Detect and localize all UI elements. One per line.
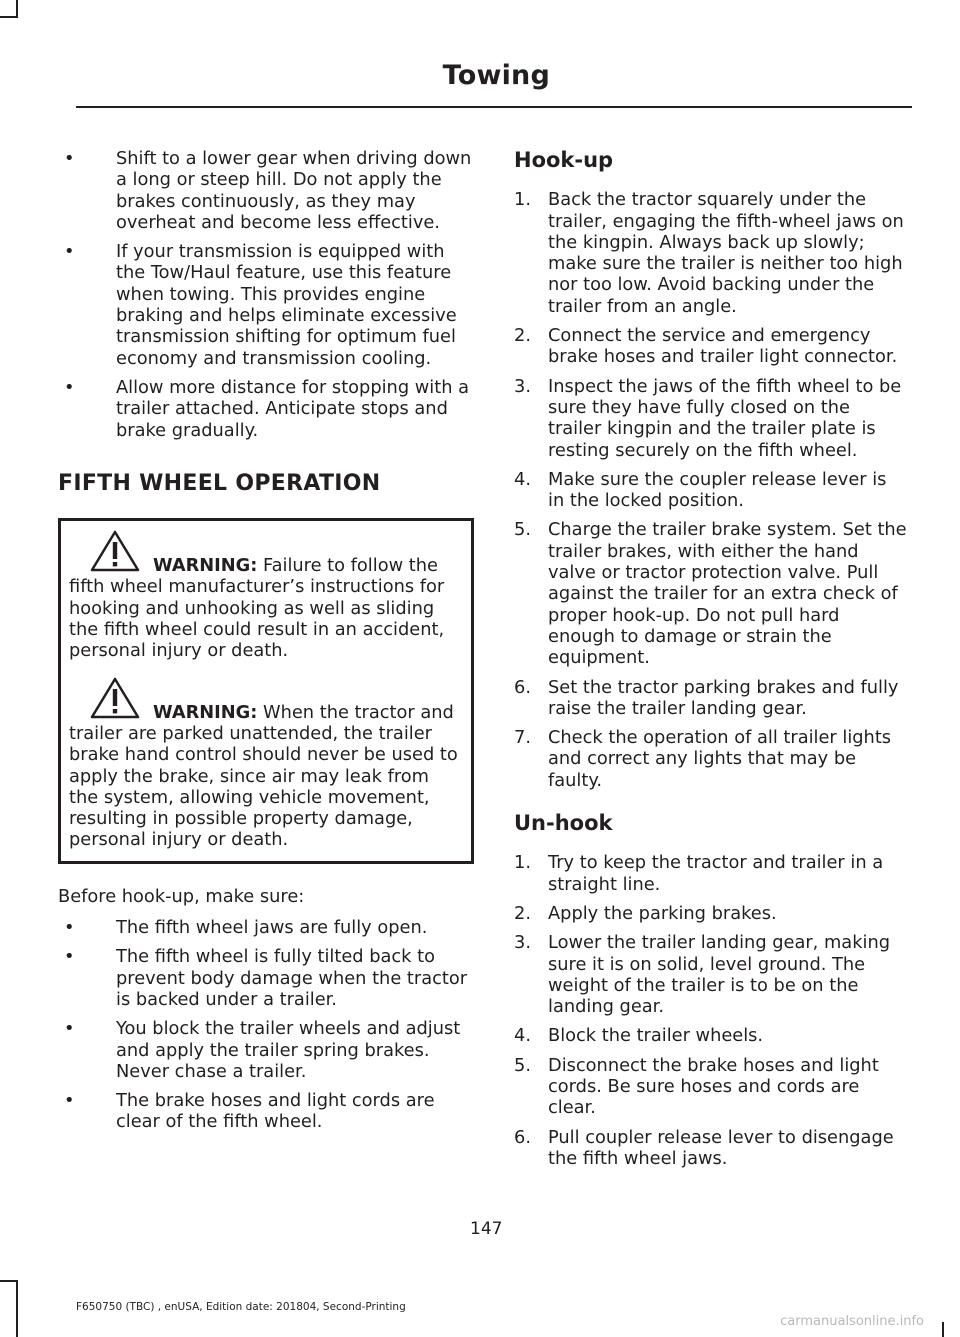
section-heading: FIFTH WHEEL OPERATION (58, 470, 381, 496)
page-number: 147 (470, 1219, 503, 1239)
list-item: • If your transmission is equipped with the Tow/Haul feature, use this feature when towing. This provides engine braking and helps eliminate excessive transmission shifting for optimum fuel economy and transmission cooling. (58, 241, 474, 369)
list-item: 3. Inspect the jaws of the fifth wheel to be sure they have fully closed on the trailer kingpin and the trailer plate is resting securely on the fifth wheel. (514, 375, 902, 461)
warning-triangle-icon (89, 529, 141, 573)
hookup-intro: Before hook-up, make sure: (58, 885, 305, 907)
list-item: • The fifth wheel jaws are fully open. (58, 917, 474, 938)
header-divider (76, 106, 912, 108)
list-item: 2. Apply the parking brakes. (514, 902, 777, 924)
list-item: 4. Make sure the coupler release lever is in the locked position. (514, 468, 887, 512)
list-item: • The brake hoses and light cords are clear of the fifth wheel. (58, 1090, 474, 1133)
crop-mark-bottom-right-v (942, 1322, 944, 1337)
list-item: • Shift to a lower gear when driving down a long or steep hill. Do not apply the brakes continuously, as they may overheat and become less effective. (58, 148, 474, 233)
warning-label: WARNING: (153, 555, 258, 577)
list-item: 1. Try to keep the tractor and trailer in a straight line. (514, 852, 884, 895)
hookup-heading: Hook-up (514, 148, 614, 172)
list-item: 3. Lower the trailer landing gear, making sure it is on solid, level ground. The weight of the trailer is to be on the landing gear. (514, 932, 891, 1018)
list-item: 1. Back the tractor squarely under the trailer, engaging the fifth-wheel jaws on the kingpin. Always back up slowly; make sure the trailer is neither too high nor too low. Avoid backing under the trailer from an angle. (514, 189, 904, 317)
list-item: • Allow more distance for stopping with a trailer attached. Anticipate stops and brake gradually. (58, 377, 474, 441)
list-item: • You block the trailer wheels and adjust and apply the trailer spring brakes. Never chase a trailer. (58, 1018, 474, 1082)
list-item: 2. Connect the service and emergency brake hoses and trailer light connector. (514, 325, 898, 368)
unhook-steps (514, 852, 908, 1169)
warning-text: Failure to follow the fifth wheel manufacturer’s instructions for hooking and unhooking as well as sliding the fifth wheel could result in an accident, personal injury or death. (69, 555, 445, 662)
warning-text: When the tractor and trailer are parked unattended, the trailer brake hand control should never be used to apply the brake, since air may leak from the system, allowing vehicle movement, resulting in possible property damage, personal injury or death. (69, 701, 458, 851)
crop-mark-bottom-left-v (16, 1280, 18, 1337)
warning-paragraph (69, 555, 463, 661)
crop-mark-top-left-v (16, 0, 18, 16)
crop-mark-top-left-h (0, 16, 18, 18)
warning-paragraph (69, 702, 463, 851)
hookup-checklist (58, 917, 474, 1133)
list-item: 5. Charge the trailer brake system. Set the trailer brakes, with either the hand valve or tractor protection valve. Pull against the trailer for an extra check of proper hook-up. Do not pull hard enough to damage or strain the equipment. (514, 519, 907, 669)
right-column (514, 148, 908, 1177)
warning-triangle-icon (89, 676, 141, 720)
towing-tips-list (58, 148, 474, 441)
hookup-steps (514, 189, 908, 791)
list-item: 6. Pull coupler release lever to disengage the fifth wheel jaws. (514, 1126, 894, 1169)
warning-box (58, 518, 474, 864)
warning-label: WARNING: (153, 701, 258, 723)
unhook-heading: Un-hook (514, 811, 613, 836)
list-item: 7. Check the operation of all trailer lights and correct any lights that may be faulty. (514, 727, 892, 791)
footer-edition: F650750 (TBC) , enUSA, Edition date: 201804, Second-Printing (76, 1301, 406, 1313)
list-item: 5. Disconnect the brake hoses and light cords. Be sure hoses and cords are clear. (514, 1054, 879, 1119)
list-item: • The fifth wheel is fully tilted back to prevent body damage when the tractor is backed under a trailer. (58, 946, 474, 1010)
crop-mark-bottom-left-h (0, 1280, 18, 1282)
left-column (58, 148, 474, 1141)
page-title: Towing (442, 60, 550, 91)
list-item: 4. Block the trailer wheels. (514, 1025, 764, 1047)
watermark: carmanualsonline.info (780, 1314, 924, 1329)
list-item: 6. Set the tractor parking brakes and fully raise the trailer landing gear. (514, 676, 899, 719)
